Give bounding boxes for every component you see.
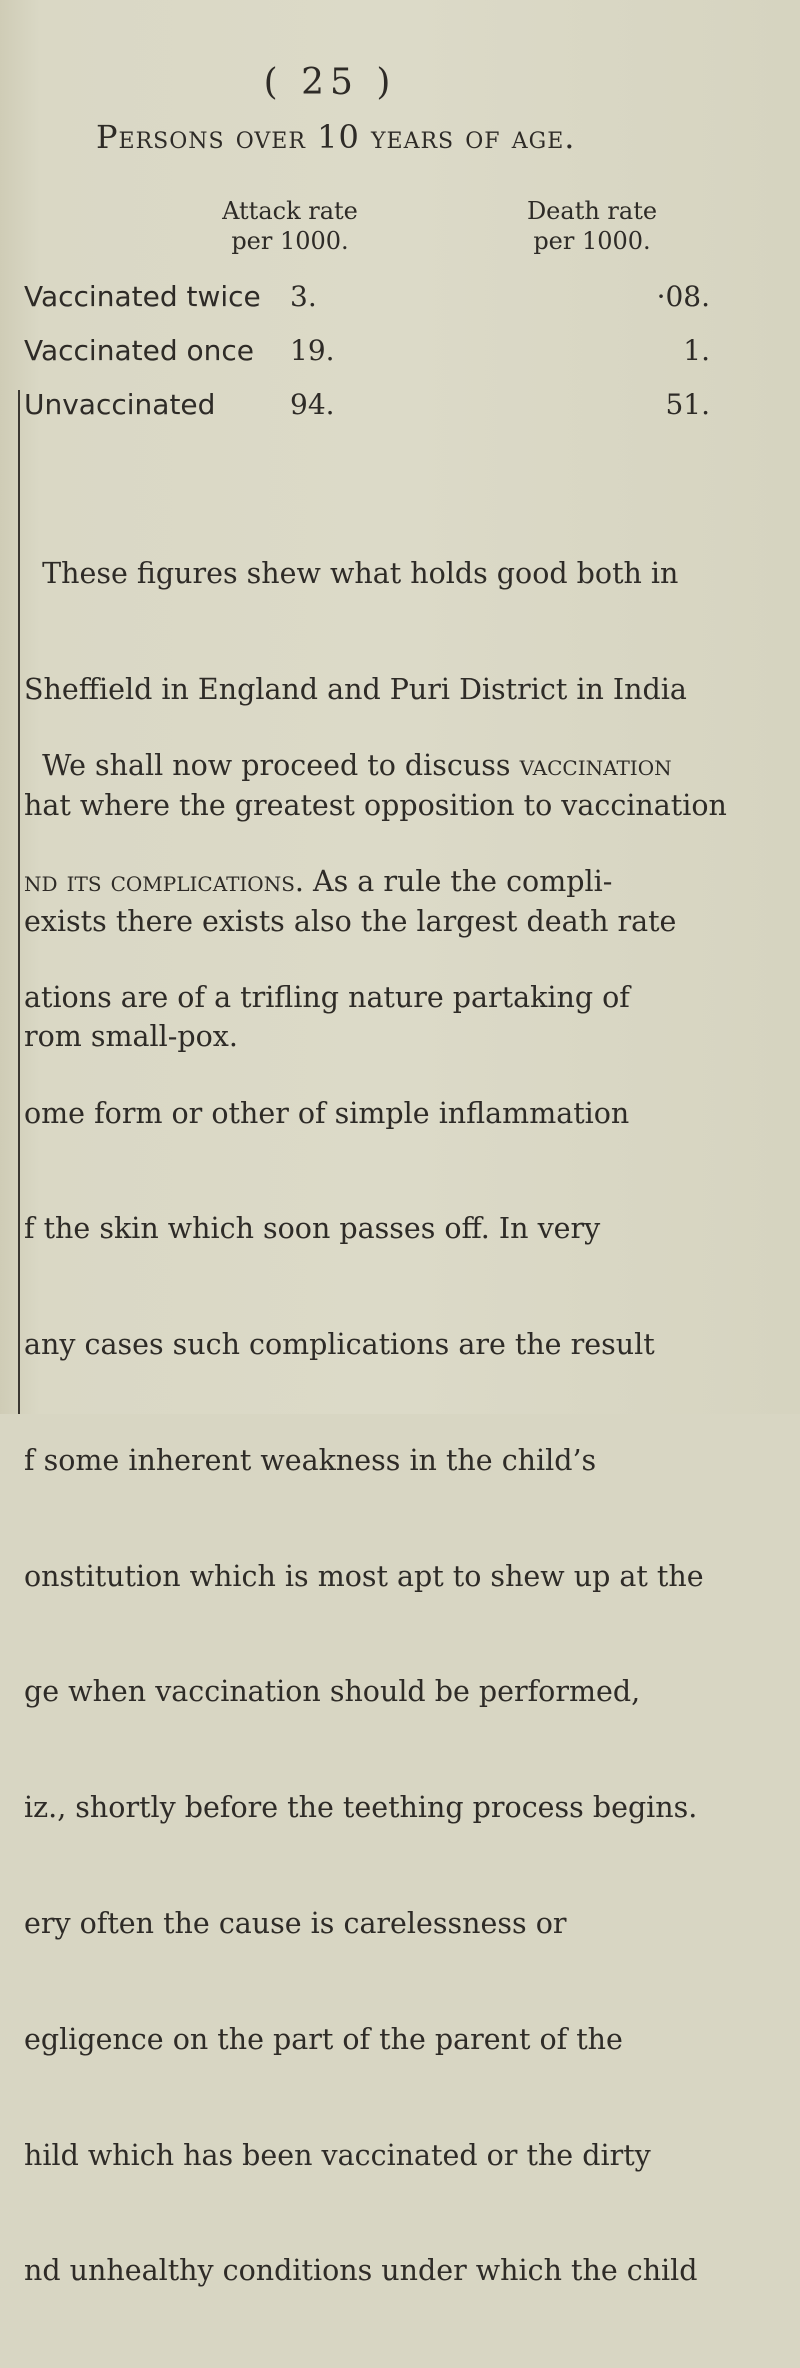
paragraph-complications xyxy=(24,670,800,2368)
text-line: nd unhealthy conditions under which the child xyxy=(24,2254,698,2288)
cell-attack-vaccinated-once: 19. xyxy=(290,334,335,367)
text-line: These figures shew what holds good both in xyxy=(24,557,679,591)
text-line: ge when vaccination should be performed, xyxy=(24,1675,641,1709)
rates-table xyxy=(0,0,800,420)
text-line: any cases such complications are the result xyxy=(24,1328,655,1362)
row-label-vaccinated-once: Vaccinated once xyxy=(24,334,254,367)
row-label-vaccinated-twice: Vaccinated twice xyxy=(24,280,261,313)
cell-death-vaccinated-once: 1. xyxy=(683,334,710,367)
column-header-attack-rate-line2: per 1000. xyxy=(231,227,349,255)
column-header-death-rate xyxy=(462,196,722,256)
text-line: egligence on the part of the parent of the xyxy=(24,2022,623,2056)
text-line: ery often the cause is carelessness or xyxy=(24,1907,567,1940)
text-line: iz., shortly before the teething process begins. xyxy=(24,1791,698,1825)
column-header-death-rate-line1: Death rate xyxy=(526,197,658,225)
text-line: onstitution which is most apt to shew up at the xyxy=(24,1559,704,1593)
text-line: exists there exists also the largest death rate xyxy=(24,904,677,938)
text-line: ome form or other of simple inflammation xyxy=(24,1096,630,1130)
page-number: ( 25 ) xyxy=(263,62,397,103)
text-line: f the skin which soon passes off. In very xyxy=(24,1212,601,1246)
text-run: We shall now proceed to discuss xyxy=(24,749,520,783)
row-label-unvaccinated: Unvaccinated xyxy=(24,388,216,421)
text-run: As a rule the compli- xyxy=(303,864,613,898)
cell-death-vaccinated-twice: ·08. xyxy=(656,280,710,313)
text-line: hild which has been vaccinated or the dirty xyxy=(24,2138,651,2172)
text-line: rom small-pox. xyxy=(24,1020,238,1054)
column-header-attack-rate-line1: Attack rate xyxy=(222,197,358,225)
column-header-death-rate-line2: per 1000. xyxy=(533,227,651,255)
text-line: Sheffield in England and Puri District in India xyxy=(24,672,687,706)
small-caps-run: nd its complications. xyxy=(24,864,304,898)
text-line: ations are of a trifling nature partaking of xyxy=(24,980,630,1014)
cell-death-unvaccinated: 51. xyxy=(665,388,710,421)
text-line: f some inherent weakness in the child’s xyxy=(24,1443,597,1477)
text-line xyxy=(24,863,800,902)
column-header-attack-rate xyxy=(190,196,390,256)
cell-attack-vaccinated-twice: 3. xyxy=(290,280,317,313)
text-line xyxy=(24,747,800,786)
page-gutter-edge xyxy=(18,390,20,1414)
cell-attack-unvaccinated: 94. xyxy=(290,388,335,421)
text-line: hat where the greatest opposition to vaccination xyxy=(24,788,727,822)
small-caps-run: vaccination xyxy=(519,749,672,783)
section-heading: Persons over 10 years of age. xyxy=(96,118,576,156)
